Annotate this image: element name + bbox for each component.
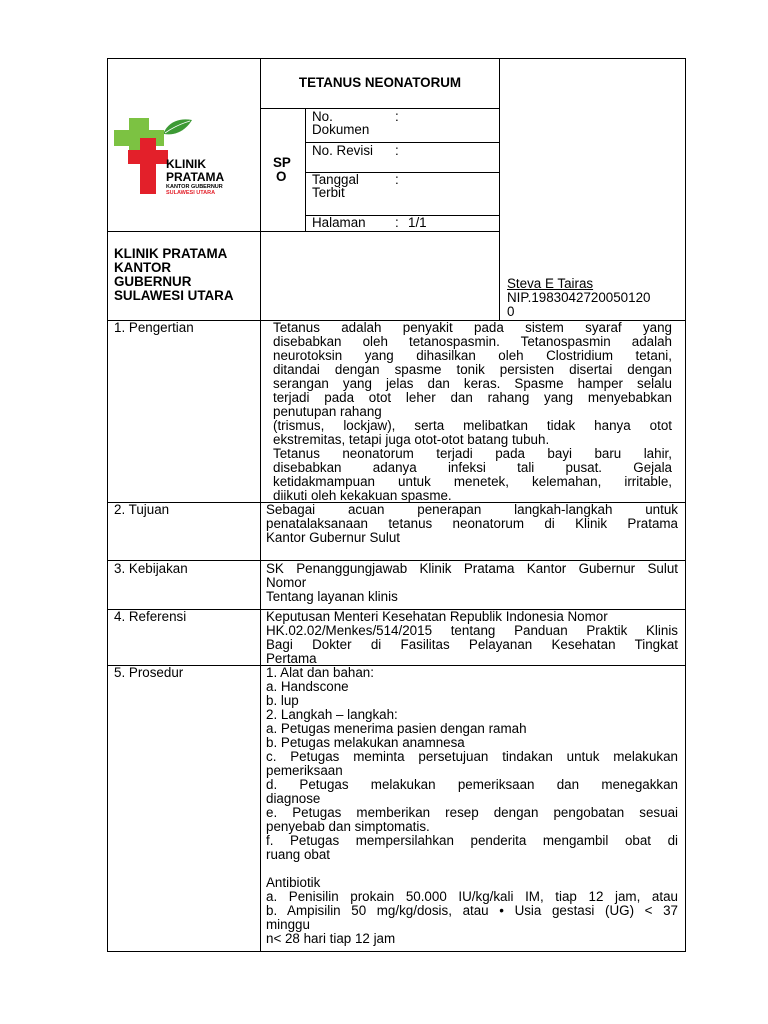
sp-label-bottom: O <box>276 169 287 184</box>
field-no-revisi-colon: : <box>395 143 399 158</box>
body-line: terjadi pada otot leher dan rahang yang menyebabkan <box>273 390 672 405</box>
body-line: disebabkan oleh tetanospasmin. Tetanospasmin adalah <box>273 334 672 349</box>
table-border-top <box>107 58 686 59</box>
clinic-name-line: KLINIK PRATAMA <box>114 246 228 261</box>
body-line: Antibiotik <box>266 875 321 890</box>
clinic-name-line: KANTOR <box>114 260 172 275</box>
clinic-name <box>114 247 234 303</box>
body-line: 2. Langkah – langkah: <box>266 707 398 722</box>
signer-nip-line-2: 0 <box>507 304 515 319</box>
table-border-right <box>685 58 686 952</box>
body-line: d. Petugas melakukan pemeriksaan dan menegakkan <box>266 777 678 792</box>
body-line: b. Petugas melakukan anamnesa <box>266 735 465 750</box>
sp-divider <box>305 108 306 232</box>
section-label-prosedur: 5. Prosedur <box>114 665 184 680</box>
section-body-kebijakan <box>266 562 678 604</box>
field-no-dokumen-label-1: No. <box>312 109 333 124</box>
header-divider-left <box>260 58 261 321</box>
document-title: TETANUS NEONATORUM <box>298 75 462 90</box>
field-no-dokumen-colon: : <box>395 109 399 124</box>
body-line: c. Petugas meminta persetujuan tindakan untuk melakukan <box>266 749 678 764</box>
body-line: a. Handscone <box>266 679 349 694</box>
section-label-pengertian: 1. Pengertian <box>114 320 194 335</box>
body-line: Kantor Gubernur Sulut <box>266 530 400 545</box>
section-body-tujuan <box>266 503 678 545</box>
field-halaman-label: Halaman <box>312 215 366 230</box>
body-line: ekstremitas, tetapi juga otot-otot batang tubuh. <box>273 432 550 447</box>
logo-text-sulawesi: SULAWESI UTARA <box>166 190 216 196</box>
field-tanggal-label-1: Tanggal <box>312 172 359 187</box>
clinic-logo <box>112 116 252 196</box>
body-line: b. Ampisilin 50 mg/kg/dosis, atau • Usia gestasi (UG) < 37 <box>266 903 678 918</box>
section-body-pengertian <box>273 321 672 503</box>
field-halaman-value: 1/1 <box>408 215 427 230</box>
clinic-name-line: SULAWESI UTARA <box>114 288 234 303</box>
field-no-revisi-label: No. Revisi <box>312 143 374 158</box>
signer-name: Steva E Tairas <box>507 276 594 291</box>
body-line: HK.02.02/Menkes/514/2015 tentang Panduan Praktik Klinis <box>266 623 678 638</box>
body-line: penatalaksanaan tetanus neonatorum di Klinik Pratama <box>266 516 678 531</box>
body-line: Tetanus adalah penyakit pada sistem syaraf yang <box>273 320 672 335</box>
body-line: (trismus, lockjaw), serta melibatkan tidak hanya otot <box>273 418 672 433</box>
body-line: Nomor <box>266 575 307 590</box>
body-line: Keputusan Menteri Kesehatan Republik Indonesia Nomor <box>266 609 608 624</box>
body-line <box>266 862 678 876</box>
body-line: e. Petugas memberikan resep dengan pengobatan sesuai <box>266 805 678 820</box>
section-label-referensi: 4. Referensi <box>114 609 187 624</box>
section-label-tujuan: 2. Tujuan <box>114 502 170 517</box>
section-body-referensi <box>266 610 678 666</box>
table-border-bottom <box>107 951 686 952</box>
body-line: Sebagai acuan penerapan langkah-langkah untuk <box>266 502 678 517</box>
signer-nip-line-1: NIP.1983042720050120 <box>507 290 651 305</box>
body-line: diagnose <box>266 791 321 806</box>
logo-row-divider <box>107 231 500 232</box>
clinic-name-line: GUBERNUR <box>114 274 192 289</box>
body-line: Tetanus neonatorum terjadi pada bayi baru lahir, <box>273 446 672 461</box>
body-line: a. Penisilin prokain 50.000 IU/kg/kali IM, tiap 12 jam, atau <box>266 889 678 904</box>
body-line: pemeriksaan <box>266 763 343 778</box>
title-divider <box>260 108 500 109</box>
body-line: disebabkan adanya infeksi tali pusat. Gejala <box>273 460 672 475</box>
field-halaman-colon: : <box>395 215 399 230</box>
body-line: a. Petugas menerima pasien dengan ramah <box>266 721 527 736</box>
body-line: Pertama <box>266 651 317 666</box>
header-divider-right <box>499 58 500 321</box>
body-line: Bagi Dokter di Fasilitas Pelayanan Kesehatan Tingkat <box>266 637 678 652</box>
body-line: b. lup <box>266 693 299 708</box>
label-column-divider <box>260 320 261 951</box>
body-line: Tentang layanan klinis <box>266 589 398 604</box>
logo-text-klinik: KLINIK <box>166 157 206 171</box>
body-line: ketidakmampuan untuk menetek, kelemahan, irritable, <box>273 474 672 489</box>
section-body-prosedur <box>266 666 678 946</box>
body-line: penutupan rahang <box>273 404 382 419</box>
field-tanggal-colon: : <box>395 172 399 187</box>
logo-text-pratama: PRATAMA <box>166 170 225 184</box>
field-tanggal-label-2: Terbit <box>312 185 345 200</box>
body-line: ruang obat <box>266 847 331 862</box>
sp-label-top: SP <box>273 155 291 170</box>
section-label-kebijakan: 3. Kebijakan <box>114 561 188 576</box>
body-line: n< 28 hari tiap 12 jam <box>266 931 396 946</box>
table-border-left <box>107 58 108 952</box>
body-line: f. Petugas mempersilahkan penderita mengambil obat di <box>266 833 678 848</box>
body-line: penyebab dan simptomatis. <box>266 819 430 834</box>
body-line: SK Penanggungjawab Klinik Pratama Kantor Gubernur Sulut <box>266 561 678 576</box>
field-no-dokumen-label-2: Dokumen <box>312 122 370 137</box>
body-line: 1. Alat dan bahan: <box>266 665 374 680</box>
body-line: neurotoksin yang dihasilkan oleh Clostridium tetani, <box>273 348 672 363</box>
body-line: ditandai dengan spasme tonik persisten disertai dengan <box>273 362 672 377</box>
body-line: diikuti oleh kekakuan spasme. <box>273 488 452 503</box>
logo-text-kantor: KANTOR GUBERNUR <box>166 184 223 190</box>
body-line: serangan yang jelas dan keras. Spasme hamper selalu <box>273 376 672 391</box>
body-line: minggu <box>266 917 310 932</box>
